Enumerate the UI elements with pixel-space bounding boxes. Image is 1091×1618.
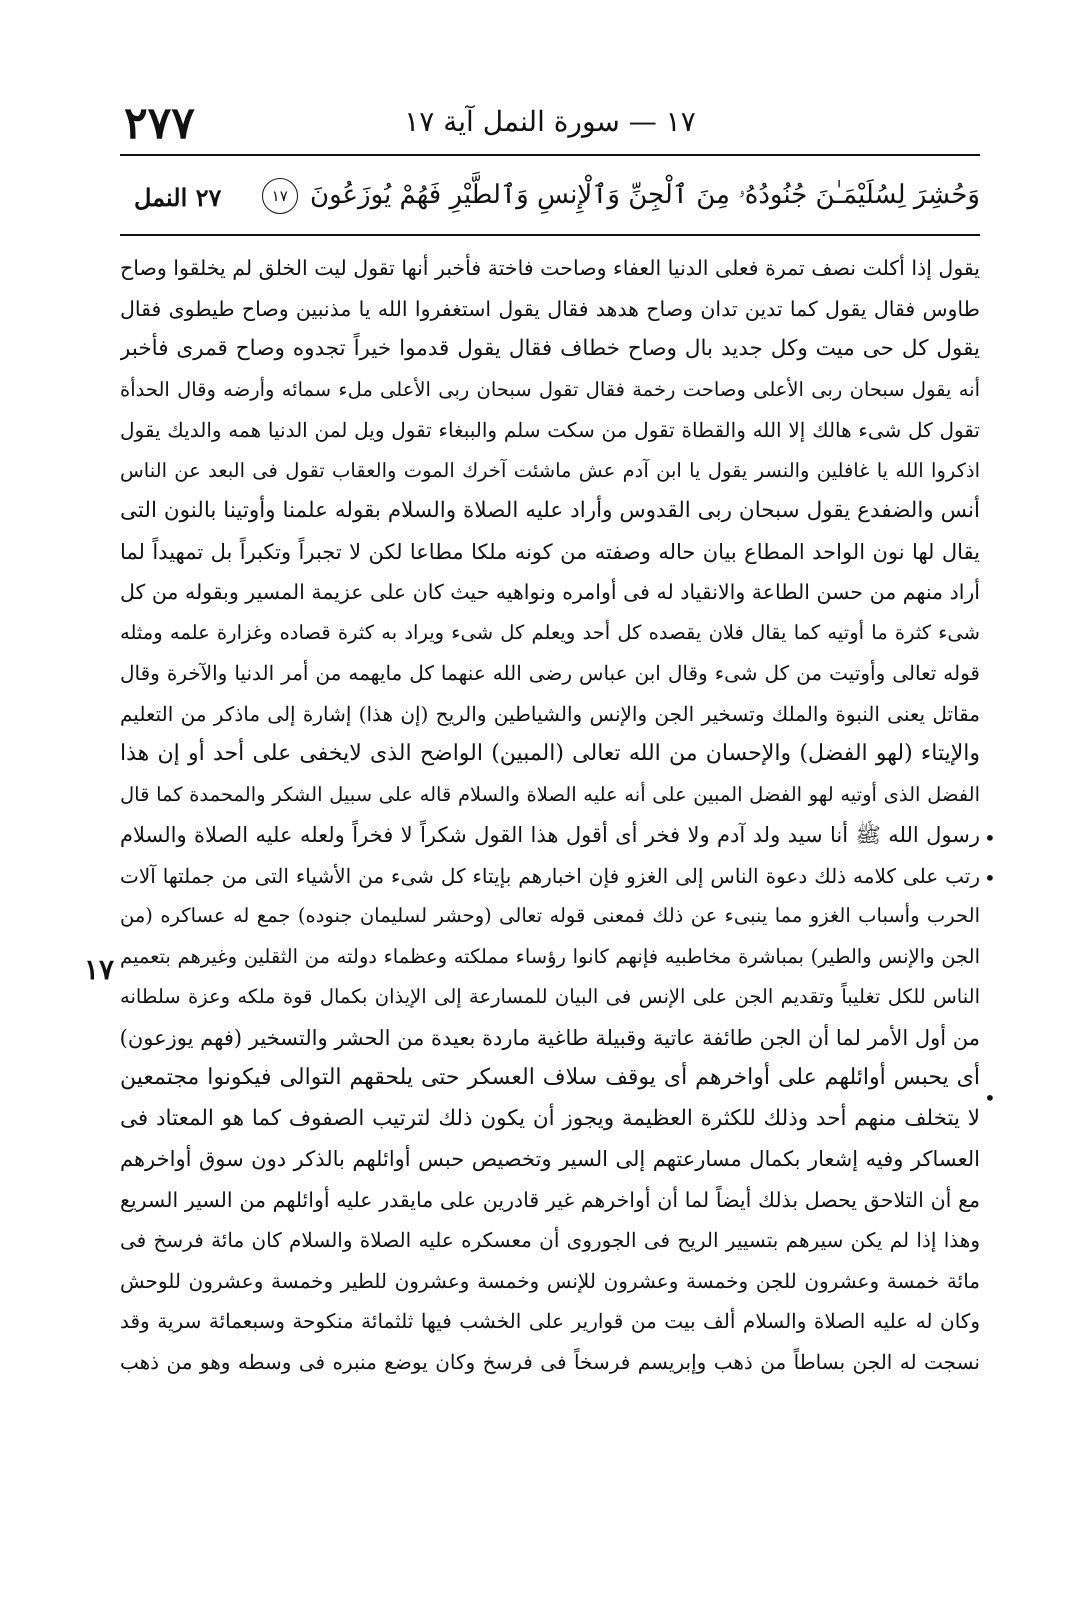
margin-verse-number: ١٧ bbox=[84, 953, 115, 986]
margin-star-mark: • bbox=[984, 826, 996, 850]
text-line: الفضل الذى أوتيه لهو الفضل المبين على أنه عليه الصلاة والسلام قاله على سبيل الشكر والمحمدة كما قال bbox=[120, 782, 980, 806]
text-line: نسجت له الجن بساطاً من ذهب وإبريسم فرسخاً فى فرسخ وكان يوضع منبره فى وسطه وهو من ذهب bbox=[120, 1349, 980, 1374]
quran-verse bbox=[262, 170, 980, 220]
surah-marker: ٢٧ النمل bbox=[134, 183, 222, 212]
text-line: والإيتاء (لهو الفضل) والإحسان من الله تعالى (المبين) الواضح الذى لايخفى على أحد أو إن هذا bbox=[120, 741, 980, 766]
text-line: أى يحبس أوائلهم على أواخرهم أى يوقف سلاف العسكر حتى يلحقهم التوالى فيكونوا مجتمعين bbox=[120, 1065, 980, 1090]
quran-verse-row bbox=[120, 166, 980, 228]
text-line: يقول إذا أكلت نصف تمرة فعلى الدنيا العفاء وصاحت فاختة فأخبر أنها تقول ليت الخلق لم يخلقوا وصاح bbox=[120, 256, 980, 280]
text-line: مع أن التلاحق يحصل بذلك أيضاً لما أن أواخرهم غير قادرين على مايقدر عليه أوائلهم من السير السريع bbox=[120, 1187, 980, 1212]
text-line: رسول الله ﷺ أنا سيد ولد آدم ولا فخر أى أقول هذا القول شكراً لا فخراً ولعله عليه الصلاة والسلام bbox=[120, 823, 980, 847]
text-line: الناس للكل تغليباً وتقديم الجن على الإنس فى البيان للمسارعة إلى الإيذان بكمال قوة ملكه وعزة سلطانه bbox=[120, 985, 980, 1008]
commentary-text bbox=[120, 248, 980, 1382]
text-line: تقول كل شىء هالك إلا الله والقطاة تقول من سكت سلم والببغاء تقول ويل لمن الدنيا همه والديك يقول bbox=[120, 418, 980, 442]
text-line: وهذا إذا لم يكن سيرهم بتسيير الريح فى الجوروى أن معسكره عليه الصلاة والسلام كان مائة فرسخ فى bbox=[120, 1228, 980, 1252]
running-header bbox=[120, 96, 980, 156]
verse-rule bbox=[120, 234, 980, 236]
text-line: مائة خمسة وعشرون للجن وخمسة وعشرون للإنس وخمسة وعشرون للطير وخمسة وعشرون للوحش bbox=[120, 1268, 980, 1293]
margin-star-mark: • bbox=[984, 1086, 996, 1110]
verse-text: وَحُشِرَ لِسُلَيْمَـٰنَ جُنُودُهُۥ مِنَ ٱلْجِنِّ وَٱلْإِنسِ وَٱلطَّيْرِ فَهُمْ يُوزَعُونَ bbox=[309, 180, 980, 210]
text-line: من أول الأمر لما أن الجن طائفة عاتية وقبيلة طاغية ماردة بعيدة من الحشر والتسخير (فهم يوزعون) bbox=[120, 1025, 980, 1050]
text-line: يقال لها نون الواحد المطاع بيان حاله وصفته من كونه ملكا مطاعا لكن لا تجبراً وتكبراً بل تمهيداً لما bbox=[120, 539, 980, 564]
text-line: العساكر وفيه إشعار بكمال مسارعتهم إلى السير وتخصيص حبس أوائلهم بالذكر دون سوق أواخرهم bbox=[120, 1147, 980, 1171]
text-line: اذكروا الله يا غافلين والنسر يقول يا ابن آدم عش ماشئت آخرك الموت والعقاب تقول فى البعد عن الناس bbox=[120, 458, 980, 482]
margin-star-mark: • bbox=[984, 866, 996, 890]
text-line: طاوس فقال يقول كما تدين تدان وصاح هدهد فقال يقول استغفروا الله يا مذنبين وصاح طيطوى فقال bbox=[120, 296, 980, 321]
text-line: أنه يقول سبحان ربى الأعلى وصاحت رخمة فقال تقول سبحان ربى الأعلى ملء سمائه وأرضه وقال الحدأة bbox=[120, 377, 980, 401]
text-line: وكان له عليه الصلاة والسلام ألف بيت من قوارير على الخشب فيها ثلثمائة منكوحة وسبعمائة سرية وقد bbox=[120, 1309, 980, 1333]
text-line: رتب على كلامه ذلك دعوة الناس إلى الغزو فإن اخبارهم بإيتاء كل شىء من الأشياء التى من جملتها آلات bbox=[120, 863, 980, 888]
page-number: ٢٧٧ bbox=[124, 98, 195, 149]
header-rule bbox=[120, 154, 980, 156]
text-line: قوله تعالى وأوتيت من كل شىء وقال ابن عباس رضى الله عنهما كل مايهمه من أمر الدنيا والآخرة وقال bbox=[120, 661, 980, 685]
text-line: يقول كل حى ميت وكل جديد بال وصاح خطاف فقال يقول قدموا خيراً تجدوه وصاح قمرى فأخبر bbox=[120, 336, 980, 361]
text-line: لا يتخلف منهم أحد وذلك للكثرة العظيمة ويجوز أن يكون ذلك لترتيب الصفوف كما هو المعتاد فى bbox=[120, 1105, 980, 1131]
ayah-end-marker: ١٧ bbox=[262, 178, 298, 214]
text-line: شىء كثرة ما أوتيه كما يقال فلان يقصده كل أحد ويعلم كل شىء ويراد به كثرة قصاده وغزارة علمه ومثله bbox=[120, 620, 980, 644]
text-line: الحرب وأسباب الغزو مما ينبىء عن ذلك فمعنى قوله تعالى (وحشر لسليمان جنوده) جمع له عساكره (من bbox=[120, 904, 980, 927]
running-head-title: ١٧ — سورة النمل آية ١٧ bbox=[404, 105, 696, 138]
text-line: أراد منهم من حسن الطاعة والانقياد له فى أوامره ونواهيه حيث كان على عزيمة المسير وبقوله من كل bbox=[120, 580, 980, 604]
text-line: مقاتل يعنى النبوة والملك وتسخير الجن والإنس والشياطين والريح (إن هذا) إشارة إلى ماذكر من التعليم bbox=[120, 701, 980, 726]
text-line: أنس والضفدع يقول سبحان ربى القدوس وأراد عليه الصلاة والسلام بقوله علمنا وأوتينا بالنون التى bbox=[120, 498, 980, 523]
text-line: الجن والإنس والطير) بمباشرة مخاطبيه فإنهم كانوا رؤساء مملكته وعظماء دولته من الثقلين وغيرهم بتعميم bbox=[120, 944, 980, 968]
